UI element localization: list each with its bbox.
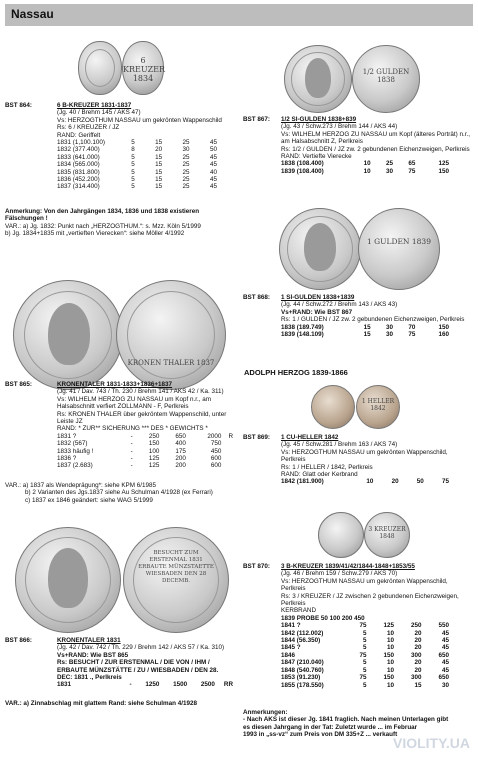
price-cell: 125 [383, 622, 394, 630]
entry-line: RAND: Vertiefte Vierecke [281, 153, 352, 161]
entry-line: Rs: BESUCHT / ZUR ERSTENMAL / DIE VON / IHM / ERBAUTE MÜNZSTÄTTE / ZU / WIESBADEN / DEN 28. DEC: 1831 ., Perlkreis [57, 659, 219, 682]
coin-bst868-reverse [358, 208, 440, 290]
table-row [281, 324, 449, 331]
row-label: 1845 ? [281, 644, 301, 652]
entry-title: 1 SI-GULDEN 1838+1839 [281, 294, 355, 301]
price-cell [221, 462, 233, 469]
price-table [281, 478, 449, 485]
portrait [304, 223, 336, 271]
row-label: 1853 (91.230) [281, 674, 321, 682]
row-label: 1841 ? [281, 622, 301, 630]
price-cell: 40 [209, 168, 217, 176]
table-row [281, 160, 449, 167]
price-cell: 30 [182, 146, 190, 154]
notes-title: Anmerkungen: [243, 709, 288, 716]
price-cell: 25 [182, 183, 190, 191]
price-cell: 650 [438, 674, 449, 682]
price-cell: 300 [410, 674, 422, 682]
price-cell: 125 [148, 455, 160, 463]
note-bst864 [5, 208, 233, 223]
price-cell: 10 [363, 160, 371, 168]
entry-id: BST 870: [243, 563, 270, 570]
price-cell: 20 [414, 659, 422, 667]
price-cell: 650 [175, 432, 186, 440]
var-line: c) 1837 ex 1846 geändert: siehe WAG 5/1999 [25, 496, 153, 504]
var-line: VAR.: a) Jg. 1832: Punkt nach „HERZOGTHUM.“: s. Mzz. Köln 5/1999 [5, 223, 201, 230]
table-row [57, 455, 233, 462]
price-cell [221, 455, 233, 462]
entry-id: BST 868: [243, 294, 270, 301]
price-cell: 45 [209, 161, 217, 169]
var-bst866 [5, 700, 233, 707]
price-cell: 45 [441, 644, 449, 652]
price-cell [221, 448, 233, 455]
entry-line: KERBRAND [281, 607, 316, 615]
price-cell: 25 [385, 160, 393, 168]
entry-id: BST 864: [5, 102, 32, 109]
price-cell: 75 [359, 651, 367, 659]
row-label: 1832 (377.400) [57, 146, 100, 154]
price-cell [221, 440, 233, 447]
price-cell: 5 [131, 183, 135, 191]
row-label: 1836 ? [57, 455, 77, 463]
coin-bst864-reverse [122, 41, 164, 95]
price-cell: 100 [148, 447, 160, 455]
note-line: - Nach AKS ist dieser Jg. 1841 fraglich. Nach meinen Unterlagen gibt [243, 716, 449, 724]
var-line: b) Jg. 1834+1835 mit „vertieften Vierecken“: siehe Möller 4/1992 [5, 230, 185, 238]
price-cell: 2500 [200, 681, 215, 689]
price-cell: 20 [391, 478, 399, 486]
price-cell: 10 [366, 478, 374, 486]
price-cell: - [130, 440, 133, 448]
row-label: 1836 (452.200) [57, 176, 100, 184]
coin-bst864-obverse [78, 41, 122, 95]
price-cell: - [130, 447, 133, 455]
entry-title: 6 B-KREUZER 1831-1837 [57, 102, 132, 109]
price-cell: 150 [438, 323, 449, 331]
price-cell: 30 [385, 323, 393, 331]
coin-bst867-reverse-text: 1/2 GULDEN 1838 [362, 68, 410, 84]
entry-line: (Jg. 46 / Brehm 159 / Schw.279 / AKS 70) [281, 570, 398, 578]
table-row [281, 622, 449, 629]
price-cell: 45 [441, 629, 449, 637]
entry-line: Rs: 1 / GULDEN / JZ zw. 2 gebundenen Eichenzweigen, Perlkreis [281, 316, 465, 324]
row-label: 1837 (314.400) [57, 183, 100, 191]
price-cell: 75 [441, 478, 449, 486]
price-table [281, 622, 449, 689]
price-cell: 5 [363, 659, 367, 667]
price-cell: 25 [182, 176, 190, 184]
price-cell: 750 [210, 440, 222, 448]
price-cell: 45 [441, 637, 449, 645]
price-cell: 5 [363, 681, 367, 689]
row-label: 1833 häufig ! [57, 447, 94, 455]
price-cell: 25 [182, 139, 190, 147]
entry-note: Anmerkung: Von den Jahrgängen 1834, 1836 und 1838 existieren Fälschungen ! [5, 208, 200, 223]
price-cell: 20 [414, 666, 422, 674]
coin-bst865-reverse-text: KRONEN THALER 1837 [127, 359, 215, 367]
price-cell: 15 [155, 161, 163, 169]
coin-bst864-reverse-text: 6 KREUZER 1834 [123, 56, 166, 83]
price-cell: 45 [441, 659, 449, 667]
table-row [57, 146, 217, 153]
price-cell: 550 [438, 622, 449, 630]
section-title: Nassau [11, 7, 54, 21]
price-cell: 250 [410, 622, 422, 630]
price-cell: 200 [175, 455, 186, 463]
price-cell: 30 [385, 331, 393, 339]
entry-line: 1839 PROBE 50 100 200 450 [281, 614, 365, 622]
price-table [57, 433, 233, 470]
entry-line: Vs: WILHELM HERZOG ZU NASSAU um Kopf n.r., am Halsabschnitt verfiert ZOLLMANN - F, Perlkreis [57, 395, 211, 411]
price-cell: 5 [131, 161, 135, 169]
row-label: 1831 (1,100.100) [57, 139, 105, 147]
price-cell: 450 [210, 447, 222, 455]
price-cell: 400 [175, 440, 186, 448]
entry-title: 1/2 SI-GULDEN 1838+839 [281, 116, 357, 123]
coin-bst868-obverse [279, 208, 361, 290]
var-bst865 [5, 482, 233, 504]
price-table [57, 139, 217, 191]
price-cell: - [129, 681, 132, 689]
price-cell: 10 [386, 681, 394, 689]
row-label: 1844 (56.350) [281, 637, 321, 645]
entry-id: BST 865: [5, 381, 32, 388]
table-row [281, 659, 449, 666]
price-cell: 50 [209, 146, 217, 154]
row-label: 1838 (189.749) [281, 323, 324, 331]
price-cell: R [228, 432, 233, 440]
price-table [281, 160, 449, 175]
table-row [57, 183, 217, 190]
coin-bst868-reverse-text: 1 GULDEN 1839 [367, 237, 431, 246]
price-cell: 150 [438, 167, 449, 175]
price-cell: 300 [410, 651, 422, 659]
entry-line: Vs: HERZOGTHUM NASSAU um gekrönten Wappenschild, Perlkreis [281, 448, 448, 464]
entry-line: Rs: 3 / KREUZER / JZ zwischen 2 gebundenen Eichenzweigen, Perlkreis [281, 592, 459, 608]
row-label: 1842 (112.002) [281, 629, 324, 637]
price-cell: 20 [414, 629, 422, 637]
watermark: VIOLITY.UA [392, 735, 470, 751]
table-row [57, 462, 233, 469]
price-cell: 150 [148, 440, 160, 448]
coin-bst870-obverse [318, 512, 364, 558]
entry-line: RAND: Geriffelt [57, 131, 101, 139]
price-table [281, 324, 449, 339]
entry-id: BST 869: [243, 434, 270, 441]
entry-line: (Jg. 41 / Dav. 743 / Th. 230 / Brehm 141 / AKS 42 / Ka. 311) [57, 388, 224, 396]
row-label: 1835 (831.800) [57, 168, 100, 176]
price-cell: 10 [386, 629, 394, 637]
entry-line: RAND: * ZUR** SICHERUNG *** DES * GEWICHTS * [57, 425, 208, 433]
price-cell: 75 [359, 674, 367, 682]
coin-bst865-reverse [116, 280, 226, 390]
portrait [48, 548, 88, 608]
price-cell: 65 [408, 160, 416, 168]
table-row [57, 681, 233, 688]
var-line: b) 2 Varianten des Jgs.1837 siehe Au Schulman 4/1928 (ex Ferrari) [25, 489, 213, 497]
entry-line: Vs+RAND: Wie BST 867 [281, 308, 353, 316]
price-cell: 5 [131, 139, 135, 147]
coin-bst869-reverse-text: 1 HELLER 1842 [361, 398, 395, 412]
entry-title: KRONENTALER 1831-1833+1836+1837 [57, 381, 173, 388]
price-table [57, 681, 233, 688]
price-cell: RR [223, 681, 233, 689]
price-cell: 15 [363, 331, 371, 339]
price-cell: 70 [408, 323, 416, 331]
price-cell: 1250 [145, 681, 160, 689]
price-cell: 20 [414, 637, 422, 645]
section-heading-adolph: ADOLPH HERZOG 1839-1866 [244, 368, 348, 377]
price-cell: 5 [363, 629, 367, 637]
table-row [281, 682, 449, 689]
price-cell: 45 [209, 153, 217, 161]
coin-bst870-reverse [364, 512, 410, 558]
note-line: es diesen Jahrgang in der Tat: Zuletzt wurde ... im Februar [243, 723, 418, 731]
entry-line: Rs: KRONEN THALER über gekröntem Wappenschild, unter Leiste JZ [57, 410, 227, 426]
entry-line: (Jg. 43 / Schw.273 / Brehm 144 / AKS 44) [281, 123, 398, 131]
portrait [48, 303, 90, 365]
entry-line: Vs: HERZOGTHUM NASSAU um gekrönten Wappenschild [57, 116, 222, 124]
table-row [57, 448, 233, 455]
table-row [57, 440, 233, 447]
table-row [281, 478, 449, 485]
price-cell: 25 [182, 161, 190, 169]
price-cell: 75 [359, 622, 367, 630]
entry-line: Vs: HERZOGTHUM NASSAU um gekrönten Wappenschild, Perlkreis [281, 577, 448, 593]
row-label: 1842 (181.900) [281, 478, 324, 486]
row-label: 1834 (565.000) [57, 161, 100, 169]
var-line: VAR.: a) 1837 als Wendeprägung*: siehe KPM 6/1985 [5, 482, 156, 489]
row-label: 1839 (108.400) [281, 167, 324, 175]
row-label: 1839 (148.109) [281, 331, 324, 339]
price-cell: 160 [438, 331, 449, 339]
row-label: 1837 (2.683) [57, 462, 93, 470]
table-row [57, 161, 217, 168]
price-cell: 15 [155, 139, 163, 147]
price-cell: 10 [363, 167, 371, 175]
price-cell: 10 [386, 666, 394, 674]
entry-title: KRONENTALER 1831 [57, 637, 121, 644]
table-row [281, 674, 449, 681]
price-cell: - [130, 432, 133, 440]
entry-line: Vs+RAND: Wie BST 865 [57, 651, 129, 659]
price-cell: 15 [155, 176, 163, 184]
price-cell: 250 [148, 432, 160, 440]
row-label: 1838 (108.400) [281, 160, 324, 168]
price-cell: 30 [441, 681, 449, 689]
table-row [57, 154, 217, 161]
table-row [281, 637, 449, 644]
coin-bst869-obverse [311, 385, 355, 429]
price-cell: 5 [363, 637, 367, 645]
entry-line: (Jg. 42 / Dav. 742 / Th. 229 / Brehm 142 / AKS 57 / Ka. 310) [57, 644, 225, 652]
price-cell: 25 [182, 168, 190, 176]
price-cell: 150 [383, 674, 394, 682]
price-cell: 5 [131, 168, 135, 176]
price-cell: 125 [148, 462, 160, 470]
table-row [281, 644, 449, 651]
entry-line: (Jg. 40 / Brehm 145 / AKS 47) [57, 109, 141, 117]
table-row [281, 667, 449, 674]
price-cell: 10 [386, 637, 394, 645]
table-row [57, 433, 233, 440]
price-cell: 75 [408, 331, 416, 339]
price-cell: - [130, 462, 133, 470]
row-label: 1831 ? [57, 432, 77, 440]
coin-bst866-obverse [15, 527, 121, 633]
table-row [281, 630, 449, 637]
price-cell: 125 [438, 160, 449, 168]
section-header [5, 4, 473, 26]
price-cell: 20 [155, 146, 163, 154]
price-cell: 50 [416, 478, 424, 486]
table-row [57, 139, 217, 146]
row-label: 1832 (567) [57, 440, 88, 448]
price-cell: 5 [363, 666, 367, 674]
price-cell: 650 [438, 651, 449, 659]
price-cell: 25 [182, 153, 190, 161]
price-cell: 45 [441, 666, 449, 674]
table-row [281, 652, 449, 659]
price-cell: 15 [414, 681, 422, 689]
entry-title: 1 CU-HELLER 1842 [281, 434, 339, 441]
price-cell: 600 [210, 455, 222, 463]
entry-id: BST 867: [243, 116, 270, 123]
price-cell: 10 [386, 644, 394, 652]
coin-bst867-obverse [284, 45, 352, 113]
price-cell: 10 [386, 659, 394, 667]
row-label: 1848 (540.760) [281, 666, 324, 674]
price-cell: 2000 [207, 432, 222, 440]
entry-id: BST 866: [5, 637, 32, 644]
price-cell: 45 [209, 183, 217, 191]
coin-bst866-reverse-text: BESUCHT ZUM ERSTENMAL 1831 ERBAUTE MÜNZSTAETTE WIESBADEN DEN 28 DECEMB. [138, 550, 214, 584]
entry-line: RAND: Glatt oder Kerbrand [281, 471, 358, 479]
price-cell: 5 [131, 153, 135, 161]
table-row [57, 176, 217, 183]
price-cell: 75 [408, 167, 416, 175]
note-line: 1993 in „ss-vz“ zum Preis von DM 335+Z ... verkauft [243, 731, 398, 739]
coin-bst866-reverse [123, 527, 229, 633]
price-cell: 5 [131, 176, 135, 184]
price-cell: 20 [414, 644, 422, 652]
entry-line: (Jg. 45 / Schw.281 / Brehm 163 / AKS 74) [281, 441, 398, 449]
price-cell: 8 [131, 146, 135, 154]
entry-line: Vs: WILHELM HERZOG ZU NASSAU um Kopf (älteres Porträt) n.r., am Halsabschnitt Z, Perlkreis [281, 130, 470, 146]
entry-line: Rs: 1/2 / GULDEN / JZ zw. 2 gebundenen Eichenzweigen, Perlkreis [281, 145, 470, 153]
price-cell: 150 [383, 651, 394, 659]
coin-bst869-reverse [356, 385, 400, 429]
portrait [305, 58, 331, 98]
table-row [281, 331, 449, 338]
price-cell: 15 [363, 323, 371, 331]
price-cell: 200 [175, 462, 186, 470]
price-cell: 45 [209, 176, 217, 184]
price-cell: 5 [363, 644, 367, 652]
price-cell: 45 [209, 139, 217, 147]
row-label: 1855 (178.550) [281, 681, 324, 689]
coin-bst870-reverse-text: 3 KREUZER 1848 [368, 526, 406, 540]
entry-line: (Jg. 44 / Schw.272 / Brehm 143 / AKS 43) [281, 301, 398, 309]
table-row [281, 168, 449, 175]
row-label: 1846 [281, 651, 296, 659]
row-label: 1831 [57, 681, 72, 689]
coin-bst865-obverse [13, 280, 123, 390]
row-label: 1847 (210.040) [281, 659, 324, 667]
price-cell: - [130, 455, 133, 463]
entry-line: Rs: 1 / HELLER / 1842, Perlkreis [281, 463, 373, 471]
var-bst864 [5, 223, 233, 238]
price-cell: 15 [155, 183, 163, 191]
entry-line: Rs: 6 / KREUZER / JZ [57, 124, 120, 132]
price-cell: 1500 [173, 681, 188, 689]
row-label: 1833 (641.000) [57, 153, 100, 161]
table-row [57, 169, 217, 176]
price-cell: 600 [210, 462, 222, 470]
price-cell: 15 [155, 153, 163, 161]
price-cell: 15 [155, 168, 163, 176]
entry-title: 3 B-KREUZER 1839/41/42/1844-1848+1853/55 [281, 563, 415, 570]
price-cell: 30 [385, 167, 393, 175]
coin-bst867-reverse [352, 45, 420, 113]
var-line: VAR.: a) Zinnabschlag mit glattem Rand: siehe Schulman 4/1928 [5, 700, 197, 707]
price-cell: 175 [175, 447, 186, 455]
